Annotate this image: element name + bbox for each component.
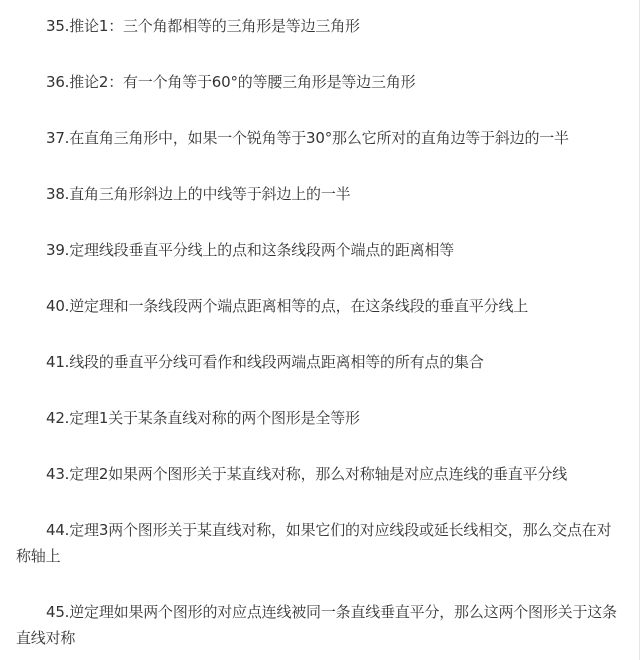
theorem-item-38: 38.直角三角形斜边上的中线等于斜边上的一半 bbox=[46, 185, 351, 203]
theorem-item-35: 35.推论1：三个角都相等的三角形是等边三角形 bbox=[46, 17, 360, 35]
theorem-item-45: 45.逆定理如果两个图形的对应点连线被同一条直线垂直平分，那么这两个图形关于这条直线对称 bbox=[16, 603, 617, 647]
theorem-item-43: 43.定理2如果两个图形关于某直线对称，那么对称轴是对应点连线的垂直平分线 bbox=[46, 465, 568, 483]
theorem-item-36: 36.推论2：有一个角等于60°的等腰三角形是等边三角形 bbox=[46, 73, 416, 91]
theorem-item-44: 44.定理3两个图形关于某直线对称，如果它们的对应线段或延长线相交，那么交点在对称轴上 bbox=[16, 521, 612, 565]
theorem-item-42: 42.定理1关于某条直线对称的两个图形是全等形 bbox=[46, 409, 360, 427]
theorem-item-37: 37.在直角三角形中，如果一个锐角等于30°那么它所对的直角边等于斜边的一半 bbox=[46, 129, 569, 147]
theorem-item-41: 41.线段的垂直平分线可看作和线段两端点距离相等的所有点的集合 bbox=[46, 353, 484, 371]
theorem-item-40: 40.逆定理和一条线段两个端点距离相等的点，在这条线段的垂直平分线上 bbox=[46, 297, 529, 315]
theorem-item-39: 39.定理线段垂直平分线上的点和这条线段两个端点的距离相等 bbox=[46, 241, 455, 259]
